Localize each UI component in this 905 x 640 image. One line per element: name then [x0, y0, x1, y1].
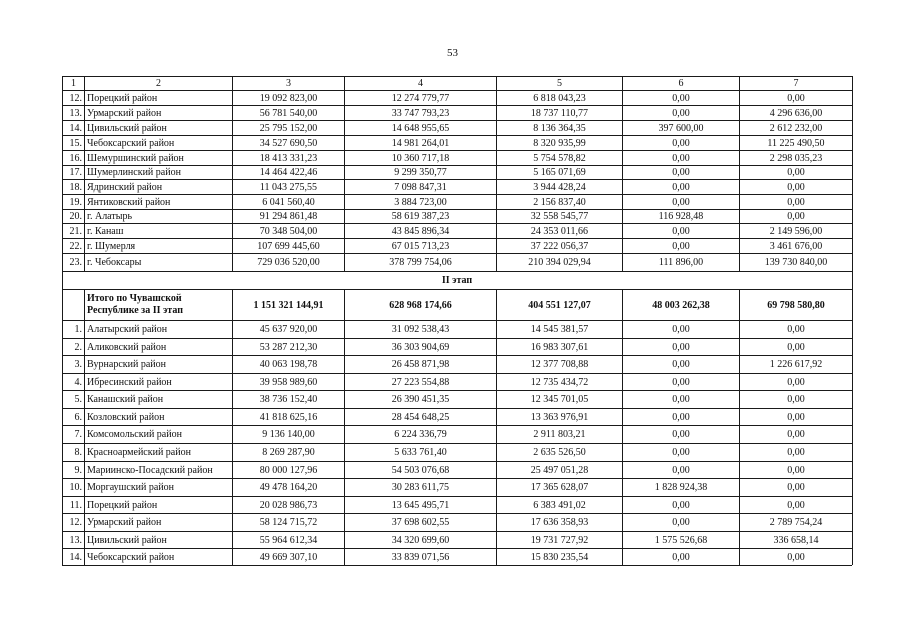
col7-cell: 0,00 [787, 464, 805, 476]
row-number-cell: 9. [74, 464, 82, 476]
table-row [0, 224, 905, 238]
row-number-cell: 14. [69, 551, 82, 563]
column-number-header: 7 [793, 78, 799, 89]
row-number-cell: 1. [74, 324, 82, 335]
col7-cell: 336 658,14 [773, 534, 819, 546]
col4-cell: 27 223 554,88 [391, 376, 450, 388]
district-name-cell: Красноармейский район [87, 447, 191, 458]
row-number-cell: 16. [69, 152, 82, 164]
col4-cell: 33 839 071,56 [391, 551, 450, 563]
col4-cell: 33 747 793,23 [391, 107, 450, 119]
col5-cell: 16 983 307,61 [530, 341, 589, 353]
table-row [0, 426, 905, 443]
col4-cell: 58 619 387,23 [391, 211, 450, 222]
district-name-cell: Шемуршинский район [87, 152, 184, 164]
row-number-cell: 13. [69, 534, 82, 546]
col4-cell: 10 360 717,18 [391, 152, 450, 164]
col5-cell: 5 754 578,82 [533, 152, 586, 164]
district-name-cell: Козловский район [87, 411, 165, 423]
district-name-cell: Порецкий район [87, 499, 158, 511]
col5-cell: 8 136 364,35 [533, 122, 586, 134]
col7-cell: 0,00 [787, 196, 805, 208]
col6-cell: 0,00 [672, 181, 690, 193]
col7-cell: 0,00 [787, 447, 805, 458]
col6-cell: 116 928,48 [658, 211, 704, 222]
table-row [0, 121, 905, 135]
row-number-cell: 5. [74, 394, 82, 405]
row-number-cell: 19. [69, 196, 82, 208]
col7-cell: 2 298 035,23 [769, 152, 823, 164]
total-cell: 40 063 198,78 [259, 359, 318, 370]
table-row [0, 444, 905, 461]
district-name-cell: Шумерлинский район [87, 167, 181, 178]
col6-cell: 1 828 924,38 [654, 482, 708, 493]
column-number-header: 1 [71, 78, 76, 89]
col7-cell: 0,00 [787, 376, 805, 388]
row-number-cell: 12. [69, 92, 82, 104]
col5-cell: 17 365 628,07 [530, 482, 589, 493]
row-number-cell: 13. [69, 107, 82, 119]
district-name-cell: Чебоксарский район [87, 551, 175, 563]
total-cell: 70 348 504,00 [259, 225, 318, 237]
total-cell: 55 964 612,34 [259, 534, 318, 546]
table-row [0, 210, 905, 223]
total-cell: 34 527 690,50 [259, 137, 318, 149]
col7-cell: 0,00 [787, 411, 805, 423]
col6-cell: 1 575 526,68 [654, 534, 708, 546]
col5-cell: 17 636 358,93 [530, 517, 589, 528]
col4-cell: 7 098 847,31 [394, 181, 447, 193]
total-cell: 6 041 560,40 [262, 196, 315, 208]
total-cell: 18 413 331,23 [259, 152, 318, 164]
col7-cell: 0,00 [787, 429, 805, 440]
col6-cell: 0,00 [672, 167, 690, 178]
col6-cell: 0,00 [672, 107, 690, 119]
total-cell: 729 036 520,00 [257, 257, 320, 268]
col5-cell: 19 731 727,92 [530, 534, 589, 546]
col7-cell: 2 789 754,24 [769, 517, 823, 528]
col6-cell: 0,00 [672, 225, 690, 237]
col6-cell: 0,00 [672, 92, 690, 104]
col6-cell: 0,00 [672, 152, 690, 164]
col5-cell: 14 545 381,57 [530, 324, 589, 335]
district-name-cell: Моргаушский район [87, 482, 175, 493]
total-cell: 11 043 275,55 [259, 181, 318, 193]
col4-cell: 13 645 495,71 [391, 499, 450, 511]
col5-cell: 2 156 837,40 [533, 196, 586, 208]
row-number-cell: 4. [74, 376, 82, 388]
col4-cell: 37 698 602,55 [391, 517, 450, 528]
table-row [0, 462, 905, 478]
total-cell: 107 699 445,60 [257, 240, 320, 252]
col4-cell: 34 320 699,60 [391, 534, 450, 546]
col4-cell: 26 458 871,98 [391, 359, 450, 370]
total-cell: 1 151 321 144,91 [253, 299, 324, 311]
col5-cell: 12 377 708,88 [530, 359, 589, 370]
table-row [0, 374, 905, 390]
col4-cell: 43 845 896,34 [391, 225, 450, 237]
col6-cell: 48 003 262,38 [652, 299, 710, 311]
col6-cell: 0,00 [672, 324, 690, 335]
table-header-row [0, 77, 905, 90]
total-cell: 14 464 422,46 [259, 167, 318, 178]
stage-title: II этап [441, 275, 473, 286]
column-number-header: 6 [678, 78, 684, 89]
row-number-cell: 8. [74, 447, 82, 458]
col5-cell: 25 497 051,28 [530, 464, 589, 476]
row-number-cell: 2. [74, 341, 82, 353]
district-name-cell: г. Чебоксары [87, 257, 142, 268]
table-row [0, 514, 905, 531]
col5-cell: 2 635 526,50 [533, 447, 586, 458]
table-row [0, 532, 905, 548]
column-number-header: 4 [418, 78, 423, 89]
district-name-cell: г. Алатырь [87, 211, 133, 222]
district-name-cell: Мариинско-Посадский район [87, 464, 213, 476]
table-row [0, 549, 905, 565]
col4-cell: 30 283 611,75 [391, 482, 450, 493]
table-row [0, 136, 905, 150]
table-row [0, 166, 905, 179]
district-name-cell: Ибресинский район [87, 376, 172, 388]
total-cell: 58 124 715,72 [259, 517, 318, 528]
col4-cell: 31 092 538,43 [391, 324, 450, 335]
district-name-cell: Аликовский район [87, 341, 167, 353]
col5-cell: 8 320 935,99 [533, 137, 586, 149]
col6-cell: 111 896,00 [658, 257, 704, 268]
col7-cell: 0,00 [787, 324, 805, 335]
table-row [0, 151, 905, 165]
col4-cell: 54 503 076,68 [391, 464, 450, 476]
col7-cell: 3 461 676,00 [769, 240, 823, 252]
col4-cell: 9 299 350,77 [394, 167, 447, 178]
col5-cell: 12 735 434,72 [530, 376, 589, 388]
col4-cell: 3 884 723,00 [394, 196, 447, 208]
total-cell: 41 818 625,16 [259, 411, 318, 423]
col5-cell: 6 383 491,02 [533, 499, 586, 511]
table-row [0, 479, 905, 496]
row-number-cell: 6. [74, 411, 82, 423]
col6-cell: 0,00 [672, 196, 690, 208]
col4-cell: 14 648 955,65 [391, 122, 450, 134]
page-number: 53 [447, 47, 458, 59]
row-number-cell: 7. [74, 429, 82, 440]
row-number-cell: 18. [69, 181, 82, 193]
col7-cell: 69 798 580,80 [767, 299, 825, 311]
row-number-cell: 10. [69, 482, 82, 493]
row-number-cell: 14. [69, 122, 82, 134]
row-number-cell [63, 290, 84, 320]
total-cell: 9 136 140,00 [262, 429, 315, 440]
col4-cell: 36 303 904,69 [391, 341, 450, 353]
stage-total-row [0, 290, 905, 320]
district-name-cell: Янтиковский район [87, 196, 171, 208]
col5-cell: 15 830 235,54 [530, 551, 589, 563]
row-number-cell: 3. [74, 359, 82, 370]
column-number-header: 3 [286, 78, 291, 89]
table-row [0, 195, 905, 209]
col6-cell: 0,00 [672, 464, 690, 476]
col5-cell: 32 558 545,77 [530, 211, 589, 222]
col5-cell: 210 394 029,94 [528, 257, 591, 268]
col6-cell: 0,00 [672, 517, 690, 528]
table-row [0, 391, 905, 408]
district-name-cell: Алатырский район [87, 324, 168, 335]
table-row [0, 106, 905, 120]
total-cell: 20 028 986,73 [259, 499, 318, 511]
col7-cell: 4 296 636,00 [769, 107, 823, 119]
col5-cell: 24 353 011,66 [530, 225, 589, 237]
row-number-cell: 21. [69, 225, 82, 237]
district-name-cell: Чебоксарский район [87, 137, 175, 149]
col6-cell: 0,00 [672, 411, 690, 423]
row-number-cell: 22. [69, 240, 82, 252]
district-name-cell: Ядринский район [87, 181, 163, 193]
col6-cell: 0,00 [672, 240, 690, 252]
col4-cell: 67 015 713,23 [391, 240, 450, 252]
col4-cell: 628 968 174,66 [389, 299, 452, 311]
stage-heading-row [0, 272, 905, 289]
table-row [0, 180, 905, 194]
row-number-cell: 20. [69, 211, 82, 222]
table-row [0, 409, 905, 425]
row-number-cell: 17. [69, 167, 82, 178]
col6-cell: 0,00 [672, 359, 690, 370]
total-cell: 19 092 823,00 [259, 92, 318, 104]
district-name-cell: Цивильский район [87, 534, 167, 546]
row-number-cell: 11. [69, 499, 82, 511]
col6-cell: 0,00 [672, 376, 690, 388]
column-number-header: 2 [156, 78, 161, 89]
col7-cell: 2 149 596,00 [769, 225, 823, 237]
col7-cell: 0,00 [787, 551, 805, 563]
total-cell: 91 294 861,48 [259, 211, 318, 222]
table-row [0, 91, 905, 105]
col7-cell: 0,00 [787, 394, 805, 405]
col4-cell: 6 224 336,79 [394, 429, 447, 440]
col5-cell: 5 165 071,69 [533, 167, 586, 178]
col5-cell: 13 363 976,91 [530, 411, 589, 423]
col5-cell: 6 818 043,23 [533, 92, 586, 104]
col7-cell: 11 225 490,50 [767, 137, 825, 149]
col6-cell: 0,00 [672, 394, 690, 405]
row-number-cell: 23. [69, 257, 82, 268]
district-name-cell: Итого по Чувашской Республике за II этап [87, 293, 183, 316]
table-row [0, 254, 905, 271]
col6-cell: 0,00 [672, 429, 690, 440]
col6-cell: 0,00 [672, 499, 690, 511]
col7-cell: 139 730 840,00 [764, 257, 828, 268]
row-number-cell: 15. [69, 137, 82, 149]
col7-cell: 0,00 [787, 167, 805, 178]
table-row [0, 239, 905, 253]
col5-cell: 3 944 428,24 [533, 181, 586, 193]
total-cell: 80 000 127,96 [259, 464, 318, 476]
district-name-cell: Порецкий район [87, 92, 158, 104]
table-row-line [62, 565, 852, 566]
district-name-cell: Урмарский район [87, 517, 162, 528]
col4-cell: 378 799 754,06 [389, 257, 452, 268]
col4-cell: 12 274 779,77 [391, 92, 450, 104]
total-cell: 49 478 164,20 [259, 482, 318, 493]
col7-cell: 0,00 [787, 499, 805, 511]
district-name-cell: г. Шумерля [87, 240, 136, 252]
col5-cell: 37 222 056,37 [530, 240, 589, 252]
col6-cell: 397 600,00 [658, 122, 704, 134]
table-row [0, 497, 905, 513]
col5-cell: 12 345 701,05 [530, 394, 589, 405]
district-name-cell: Комсомольский район [87, 429, 182, 440]
total-cell: 38 736 152,40 [259, 394, 318, 405]
total-cell: 56 781 540,00 [259, 107, 318, 119]
col7-cell: 0,00 [787, 92, 805, 104]
col7-cell: 0,00 [787, 482, 805, 493]
table-row [0, 339, 905, 355]
total-cell: 25 795 152,00 [259, 122, 318, 134]
row-number-cell: 12. [69, 517, 82, 528]
col5-cell: 404 551 127,07 [528, 299, 591, 311]
col7-cell: 0,00 [787, 211, 805, 222]
col7-cell: 2 612 232,00 [769, 122, 823, 134]
district-name-cell: Урмарский район [87, 107, 162, 119]
col4-cell: 26 390 451,35 [391, 394, 450, 405]
col4-cell: 5 633 761,40 [394, 447, 447, 458]
col7-cell: 0,00 [787, 341, 805, 353]
district-name-cell: Канашский район [87, 394, 164, 405]
total-cell: 53 287 212,30 [259, 341, 318, 353]
col6-cell: 0,00 [672, 341, 690, 353]
total-cell: 8 269 287,90 [262, 447, 315, 458]
col5-cell: 2 911 803,21 [533, 429, 586, 440]
column-number-header: 5 [557, 78, 562, 89]
district-name-cell: г. Канаш [87, 225, 124, 237]
col7-cell: 0,00 [787, 181, 805, 193]
col5-cell: 18 737 110,77 [530, 107, 589, 119]
table-row [0, 356, 905, 373]
col4-cell: 28 454 648,25 [391, 411, 450, 423]
total-cell: 49 669 307,10 [259, 551, 318, 563]
col4-cell: 14 981 264,01 [391, 137, 450, 149]
col6-cell: 0,00 [672, 447, 690, 458]
total-cell: 45 637 920,00 [259, 324, 318, 335]
col6-cell: 0,00 [672, 551, 690, 563]
col7-cell: 1 226 617,92 [769, 359, 823, 370]
col6-cell: 0,00 [672, 137, 690, 149]
total-cell: 39 958 989,60 [259, 376, 318, 388]
district-name-cell: Цивильский район [87, 122, 167, 134]
district-name-cell: Вурнарский район [87, 359, 166, 370]
table-row [0, 321, 905, 338]
